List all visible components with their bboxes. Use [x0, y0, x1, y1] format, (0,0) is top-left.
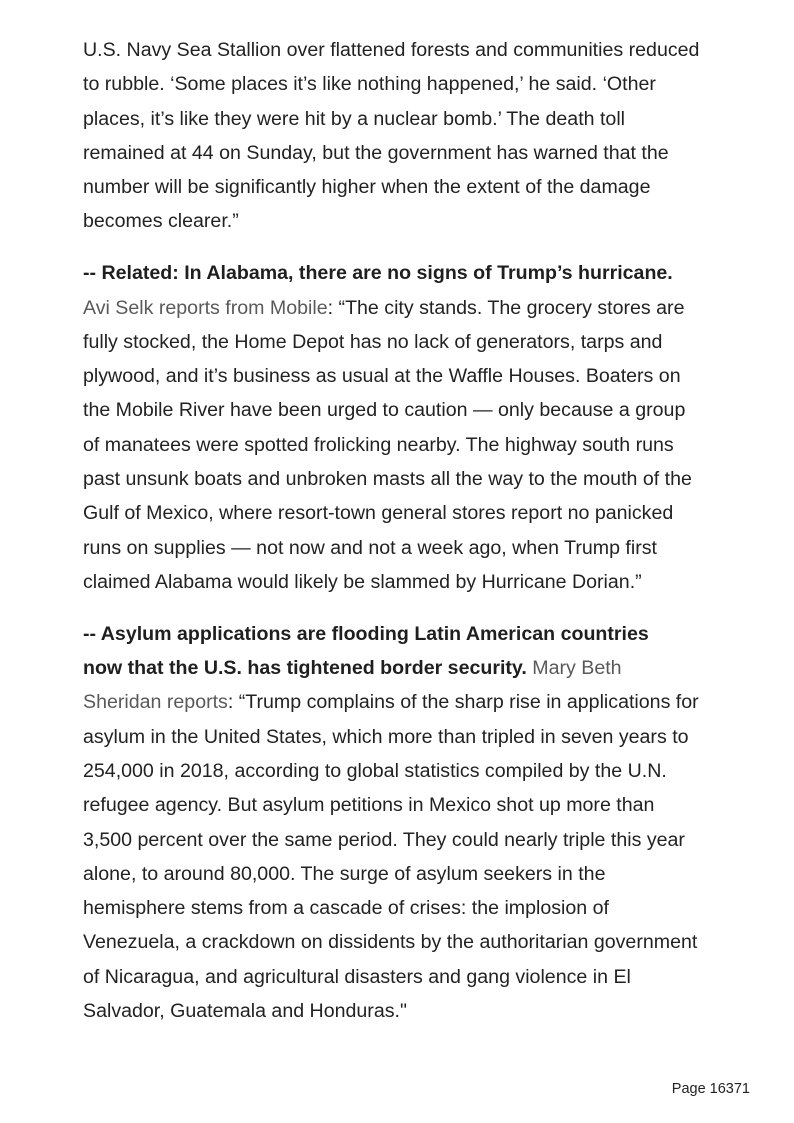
text-line [83, 651, 763, 685]
body-text: hemisphere stems from a cascade of crises: the implosion of [83, 897, 609, 920]
text-line [83, 393, 763, 427]
body-text: asylum in the United States, which more than tripled in seven years to [83, 725, 689, 748]
text-line [83, 102, 763, 136]
body-text: runs on supplies — not now and not a week ago, when Trump first [83, 536, 657, 559]
text-line [83, 462, 763, 496]
body-text: U.S. Navy Sea Stallion over flattened forests and communities reduced [83, 39, 700, 61]
body-text: : “Trump complains of the sharp rise in applications for [227, 691, 699, 714]
body-text: Salvador, Guatemala and Honduras." [83, 1000, 407, 1023]
body-text: number will be significantly higher when the extent of the damage [83, 176, 651, 199]
body-text: alone, to around 80,000. The surge of asylum seekers in the [83, 862, 606, 885]
text-line [83, 891, 763, 925]
body-text: past unsunk boats and unbroken masts all the way to the mouth of the [83, 468, 692, 491]
text-line [83, 925, 763, 959]
text-line [83, 170, 763, 204]
text-line [83, 33, 763, 67]
body-text: places, it’s like they were hit by a nuclear bomb.’ The death toll [83, 107, 626, 130]
text-line [83, 617, 763, 651]
body-text: : “The city stands. The grocery stores are [327, 296, 685, 319]
text-line [83, 67, 763, 101]
text-line [83, 256, 763, 290]
headline-text: now that the U.S. has tightened border security. [83, 657, 527, 680]
text-line [83, 823, 763, 857]
text-line [83, 788, 763, 822]
body-text: to rubble. ‘Some places it’s like nothing happened,’ he said. ‘Other [83, 73, 656, 96]
text-line [83, 428, 763, 462]
body-text: 3,500 percent over the same period. They could nearly triple this year [83, 828, 685, 851]
paragraph [83, 33, 763, 239]
text-line [83, 325, 763, 359]
text-line [83, 565, 763, 599]
body-text: claimed Alabama would likely be slammed by Hurricane Dorian.” [83, 570, 642, 593]
text-line [83, 994, 763, 1028]
body-text: of manatees were spotted frolicking nearby. The highway south runs [83, 433, 674, 456]
headline-text: -- Related: In Alabama, there are no signs of Trump’s hurricane. [83, 262, 673, 285]
paragraph [83, 617, 763, 1029]
text-line [83, 531, 763, 565]
text-line [83, 136, 763, 170]
body-text: Gulf of Mexico, where resort-town general stores report no panicked [83, 502, 674, 525]
body-text: remained at 44 on Sunday, but the government has warned that the [83, 141, 669, 164]
body-text: becomes clearer.” [83, 210, 239, 233]
text-line [83, 496, 763, 530]
page-number: Page 16371 [671, 1081, 750, 1097]
source-link[interactable]: Sheridan reports [83, 691, 228, 714]
paragraph [83, 256, 763, 599]
document-body [83, 33, 763, 1046]
body-text: plywood, and it’s business as usual at the Waffle Houses. Boaters on [83, 365, 681, 388]
headline-text: -- Asylum applications are flooding Latin American countries [83, 622, 649, 645]
body-text: fully stocked, the Home Depot has no lack of generators, tarps and [83, 330, 663, 353]
text-line [83, 857, 763, 891]
body-text: Venezuela, a crackdown on dissidents by the authoritarian government [83, 931, 698, 954]
text-line [83, 204, 763, 238]
text-line [83, 291, 763, 325]
body-text: 254,000 in 2018, according to global statistics compiled by the U.N. [83, 759, 667, 782]
text-line [83, 754, 763, 788]
source-link[interactable]: Mary Beth [526, 657, 622, 680]
source-link[interactable]: Avi Selk reports from Mobile [83, 296, 328, 319]
text-line [83, 685, 763, 719]
text-line [83, 359, 763, 393]
body-text: the Mobile River have been urged to caution — only because a group [83, 399, 686, 422]
body-text: refugee agency. But asylum petitions in Mexico shot up more than [83, 794, 655, 817]
text-line [83, 960, 763, 994]
body-text: of Nicaragua, and agricultural disasters and gang violence in El [83, 965, 631, 988]
text-line [83, 720, 763, 754]
